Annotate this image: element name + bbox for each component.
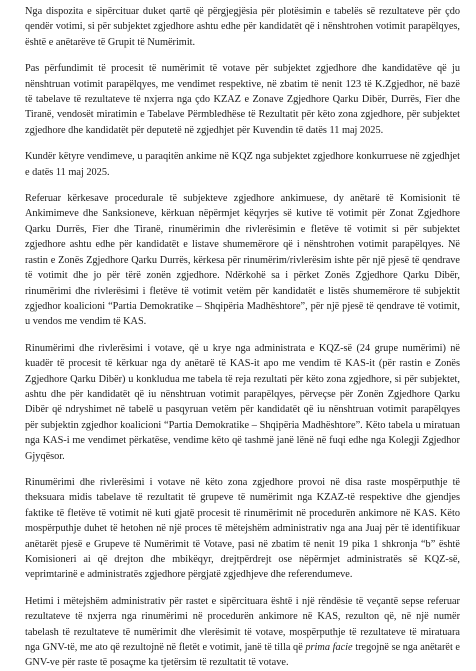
paragraph-7-emphasis: prima facie [305, 642, 353, 654]
paragraph-6: Rinumërimi dhe rivlerësimi i votave në këto zona zgjedhore provoi në disa raste mospërputhje të theksuara midis tabelave të rezultatit të grupeve të numërimit nga KZAZ-të respektive dhe gjendjes faktike të fletëve të votimit në kuti gjatë procesit të rinumërimit në procedurën ankimore në KAS. Këto mospërputhje duhet të hetohen në një proces të mëtejshëm administrativ nga ana Juaj për të identifikuar anëtarët pjesë e Grupeve të Numërimit të Votave, pasi në zbatim të nenit 19 pika 1 shkronja “b” është Komisioneri ai që drejton dhe mbikëqyr, drejtpërdrejt ose nëpërmjet administratës së KQZ-së, veprimtarinë e administratës zgjedhore përgjatë zgjedhjeve dhe referendumeve. [25, 476, 460, 581]
paragraph-5: Rinumërimi dhe rivlerësimi i votave, që u kryе nga administrata e KQZ-së (24 grupe numërimi) në kuadër të procesit të kërkuar nga dy anëtarë të KAS-it apo me vendim të KAS-it (për rastin e Zonës Zgjedhore Qarku Dibër) u konkludua me tabela të reja rezultati për këto zona zgjedhore, si për subjektet, ashtu dhe për kandidatët që iu nënshtruan votimit parapëlqyes, përveçse për Zonën Zgjedhore Qarku Dibër që ndryshimet në tabelë u pasqyruan vetëm për kandidatët që iu nënshtruan votimit parapëlqyes për subjektin zgjedhor koalicioni “Partia Demokratike – Shqipëria Madhështore”. Këto tabela u miratuan nga KAS-i me vendimet përkatëse, vendime këto që tashmë janë lënë në fuqi edhe nga Kolegji Zgjedhor Gjyqësor. [25, 342, 460, 462]
paragraph-3: Kundër këtyre vendimeve, u paraqitën ankime në KQZ nga subjektet zgjedhore konkurruese në zgjedhjet e datës 11 maj 2025. [25, 151, 460, 178]
paragraph-7-text-before: Hetimi i mëtejshëm administrativ për rastet e sipërcituara është i një rëndësie të veçantë sepse referuar rezultateve të nxjerra nga rinumërimi në procedurën ankimore në KAS, rezulton që, në një numër tabelash të rezultateve të numërimit dhe vlerësimit të votave, mospërputhje të rezultateve të miratuara nga GNV-të, me ato që rezultojnë në fletët e votimit, janë të tilla që [25, 595, 460, 654]
paragraph-7-text-after: tregojnë se nga anëtarët e GNV-ve për raste të posaçme ka tjetërsim të rezultatit të votave. [25, 642, 461, 669]
paragraph-2: Pas përfundimit të procesit të numërimit të votave për subjektet zgjedhore dhe kandidatëve që ju nënshtruan votimit parapëlqyes, me vendimet respektive, në zbatim të nenit 123 të K.Zgjedhor, në bazë të tabelave të rezultateve të nxjerra nga çdo KZAZ e Zonave Zgjedhore Qarku Dibër, Durrës, Fier dhe Tiranë, vendosët miratimin e Tabelave Përmbledhëse të Rezultatit për këto zona zgjedhore, për subjektet zgjedhore dhe kandidatët për deputetë në zgjedhjet për Kuvendin të datës 11 maj 2025. [25, 63, 460, 136]
paragraph-1: Nga dispozita e sipërcituar duket qartë që përgjegjësia për plotësimin e tabelës së rezultateve për çdo qendër votimi, si për subjektet zgjedhore ashtu edhe për kandidatët që i nënshtrohen votimit parapëlqyes, është e anëtarëve të Grupit të Numërimit. [25, 6, 460, 48]
paragraph-4: Referuar kërkesave procedurale të subjekteve zgjedhore ankimuese, dy anëtarë të Komisionit të Ankimimeve dhe Sanksioneve, kërkuan nëpërmjet këqyrjes së kutive të votimit për Zonat Zgjedhore Qarku Durrës, Fier dhe Tiranë, rinumërimin dhe rivlerësimin e fletëve të votimit si për subjektet zgjedhore ashtu edhe për kandidatët e listave shumemërore që i nënshtrohen votimit parapëlqyes. Në rastin e Zonës Zgjedhore Qarku Durrës, kërkesa për rinumërim/rivlerësim ishte për një pjesë të qendrave të votimit dhe jo për tërë zonën zgjedhore. Ndërkohë sa i përket Zonës Zgjedhore Qarku Dibër, rinumërimi dhe rivlerësimi i fletëve të votimit vetëm për kandidatët e listës shumemërore të subjektit zgjedhor koalicioni “Partia Demokratike – Shqipëria Madhështore”, për një pjesë të qendrave të votimit, u vendos me vendim të KAS. [25, 193, 460, 328]
paragraph-7 [25, 594, 460, 671]
